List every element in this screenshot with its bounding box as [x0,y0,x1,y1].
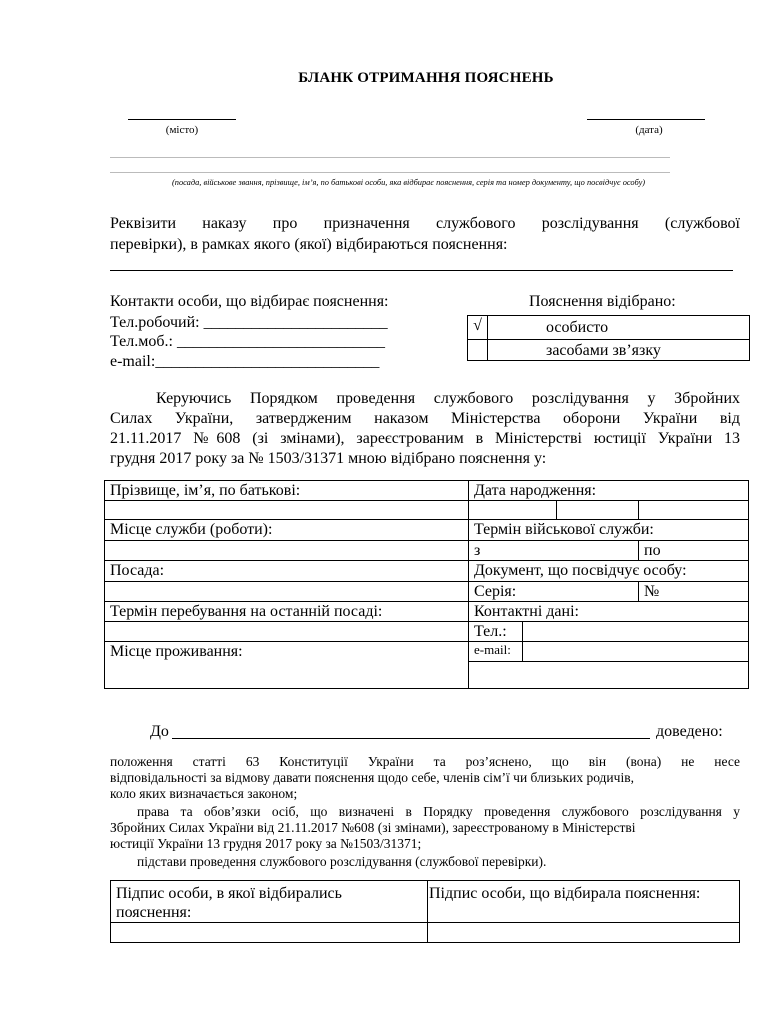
place-of-service-input[interactable] [105,541,469,561]
full-name-label: Прізвище, ім’я, по батькові: [105,481,469,501]
person-line-2[interactable] [110,172,670,173]
requisites-input-line[interactable] [110,270,733,271]
interviewee-label-line-2: пояснення: [116,904,192,921]
person-table [104,480,749,689]
intro-line-2: Силах України, затвердженим наказом Міністерства оборони України від [110,410,740,427]
remote-checkbox[interactable] [468,340,488,361]
birth-date-label: Дата народження: [469,481,749,501]
term-in-position-input[interactable] [105,622,469,642]
birth-year-input[interactable] [639,501,749,520]
informed-prefix: До [150,723,169,740]
date-line[interactable] [587,119,705,120]
method-remote: засобами зв’язку [488,340,750,361]
interviewee-signature-input[interactable] [111,923,428,943]
signature-table [110,880,740,943]
personal-checkbox[interactable] [468,316,488,340]
form-title: БЛАНК ОТРИМАННЯ ПОЯСНЕНЬ [298,70,554,86]
method-heading: Пояснення відібрано: [529,293,676,310]
service-from-input[interactable]: з [469,541,639,561]
person-email-label: e-mail: [469,642,523,662]
service-term-label: Термін військової служби: [469,520,749,541]
clause-3: підстави проведення службового розслідування (службової перевірки). [137,854,547,869]
clause-2-line-3: юстиції України 13 грудня 2017 року за №1503/31371; [110,836,422,851]
series-field[interactable]: Серія: [469,582,639,602]
place-line[interactable] [128,119,236,120]
clause-2-line-2: Збройних Силах України від 21.11.2017 №608 (зі змінами), зареєстрованому в Міністерстві [110,820,636,835]
full-name-input[interactable] [105,501,469,520]
tel-input[interactable] [523,622,749,642]
contact-data-label: Контактні дані: [469,602,749,622]
id-document-label: Документ, що посвідчує особу: [469,561,749,582]
contacts-heading: Контакти особи, що відбирає пояснення: [110,293,389,310]
interviewee-signature-label [111,881,428,923]
residence-input[interactable] [469,662,749,689]
method-table [467,315,750,361]
place-label: (місто) [165,124,199,136]
requisites-line-2: перевірки), в рамках якого (якої) відбираються пояснення: [110,236,508,253]
intro-line-4: грудня 2017 року за № 1503/31371 мною відібрано пояснення у: [110,450,547,467]
birth-day-input[interactable] [469,501,557,520]
clause-1-line-1: положення статті 63 Конституції України та роз’яснено, що він (вона) не несе [110,754,740,769]
person-email-input[interactable] [523,642,749,662]
person-line-1[interactable] [110,157,670,158]
tel-label: Тел.: [469,622,523,642]
position-label: Посада: [105,561,469,582]
term-in-position-label: Термін перебування на останній посаді: [105,602,469,622]
intro-line-1: Керуючись Порядком проведення службового розслідування у Збройних [156,390,740,407]
informed-name-line[interactable] [172,738,650,739]
place-of-service-label: Місце служби (роботи): [105,520,469,541]
person-caption: (посада, військове звання, прізвище, ім’я, по батькові особи, яка відбирає пояснення, серія та номер документу, що посвідчує особу) [172,178,646,187]
birth-month-input[interactable] [557,501,639,520]
informed-suffix: доведено: [656,723,723,740]
interviewer-signature-input[interactable] [428,923,740,943]
email-field[interactable]: e-mail:____________________________ [110,353,380,370]
clause-1-line-2: відповідальності за відмову давати пояснення щодо себе, членів сім’ї чи близьких родичів, [110,770,634,785]
interviewer-signature-label: Підпис особи, що відбирала пояснення: [428,881,740,923]
check-mark-icon: √ [473,317,482,334]
date-label: (дата) [635,124,663,136]
work-phone-field[interactable]: Тел.робочий: _______________________ [110,314,388,331]
clause-1-line-3: коло яких визначається законом; [110,786,298,801]
service-to-input[interactable]: по [639,541,749,561]
number-field[interactable]: № [639,582,749,602]
mobile-phone-field[interactable]: Тел.моб.: __________________________ [110,333,385,350]
intro-line-3: 21.11.2017 №608 (зі змінами), зареєстрованим в Міністерстві юстиції України 13 [110,430,740,447]
method-personal: особисто [488,316,750,340]
interviewee-label-line-1: Підпис особи, в якої відбирались [116,885,342,902]
requisites-line-1: Реквізити наказу про призначення службового розслідування (службової [110,215,740,232]
position-input[interactable] [105,582,469,602]
residence-label: Місце проживання: [105,642,469,689]
clause-2-line-1: права та обов’язки осіб, що визначені в Порядку проведення службового розслідування у [137,804,740,819]
